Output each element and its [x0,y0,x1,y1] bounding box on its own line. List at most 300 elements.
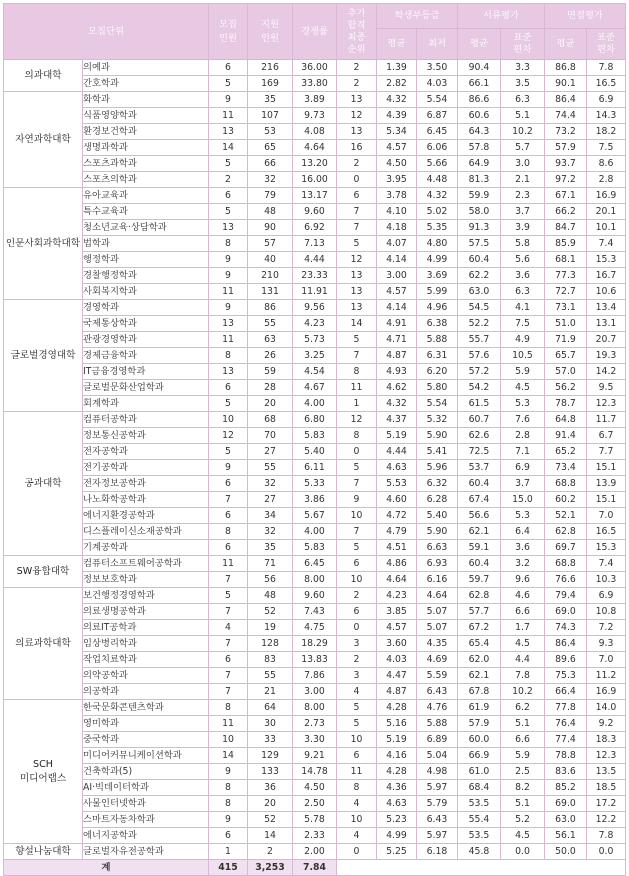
cell-gpa-min: 5.88 [417,716,458,732]
cell-quota: 13 [209,316,248,332]
cell-extra-rank: 7 [337,348,377,364]
cell-int-avg: 78.8 [545,748,587,764]
cell-extra-rank: 4 [337,828,377,844]
cell-int-avg: 63.0 [545,812,587,828]
cell-gpa-min: 6.43 [417,684,458,700]
cell-department: 정보보호학과 [83,572,209,588]
cell-gpa-min: 4.69 [417,652,458,668]
cell-doc-avg: 58.0 [458,204,501,220]
table-row [4,764,626,780]
cell-doc-avg: 61.9 [458,700,501,716]
cell-ratio: 2.00 [293,844,337,860]
cell-doc-sd: 5.9 [501,364,545,380]
cell-int-sd: 20.7 [587,332,626,348]
cell-gpa-avg: 4.57 [377,140,417,156]
cell-doc-avg: 60.4 [458,556,501,572]
cell-gpa-avg: 4.57 [377,620,417,636]
cell-doc-sd: 2.5 [501,764,545,780]
cell-doc-sd: 5.8 [501,236,545,252]
cell-department: 에너지공학과 [83,828,209,844]
cell-int-avg: 65.2 [545,444,587,460]
cell-gpa-min: 6.32 [417,476,458,492]
cell-extra-rank: 3 [337,636,377,652]
cell-extra-rank: 5 [337,460,377,476]
cell-quota: 4 [209,620,248,636]
cell-extra-rank: 12 [337,252,377,268]
cell-gpa-avg: 4.64 [377,572,417,588]
header-doc-sd: 표준 편차 [501,29,545,60]
cell-department: 디스플레이신소재공학과 [83,524,209,540]
cell-extra-rank: 6 [337,188,377,204]
cell-int-sd: 18.2 [587,124,626,140]
cell-ratio: 5.73 [293,332,337,348]
cell-applicants: 35 [248,92,293,108]
cell-ratio: 5.83 [293,540,337,556]
cell-applicants: 32 [248,524,293,540]
cell-doc-sd: 3.5 [501,76,545,92]
cell-doc-avg: 67.8 [458,684,501,700]
cell-gpa-min: 5.79 [417,796,458,812]
cell-int-sd: 9.5 [587,380,626,396]
cell-gpa-avg: 3.85 [377,604,417,620]
cell-extra-rank: 3 [337,668,377,684]
table-row [4,524,626,540]
cell-applicants: 21 [248,684,293,700]
cell-gpa-avg: 5.25 [377,844,417,860]
cell-doc-sd: 5.3 [501,396,545,412]
cell-ratio: 9.60 [293,204,337,220]
cell-gpa-min: 6.87 [417,108,458,124]
cell-int-avg: 67.1 [545,188,587,204]
cell-doc-avg: 57.5 [458,236,501,252]
table-row [4,60,626,76]
cell-ratio: 9.21 [293,748,337,764]
cell-extra-rank: 4 [337,684,377,700]
cell-department: IT금융경영학과 [83,364,209,380]
cell-gpa-avg: 4.87 [377,348,417,364]
cell-applicants: 86 [248,300,293,316]
cell-department: 스마트자동차학과 [83,812,209,828]
cell-quota: 6 [209,476,248,492]
cell-department: 전자정보공학과 [83,476,209,492]
table-row [4,652,626,668]
cell-department: 사물인터넷학과 [83,796,209,812]
cell-int-sd: 7.4 [587,556,626,572]
cell-ratio: 4.67 [293,380,337,396]
cell-doc-sd: 3.7 [501,204,545,220]
cell-gpa-min: 4.98 [417,764,458,780]
cell-department: 의예과 [83,60,209,76]
cell-extra-rank: 14 [337,316,377,332]
table-row [4,412,626,428]
cell-quota: 6 [209,508,248,524]
cell-doc-avg: 52.2 [458,316,501,332]
cell-ratio: 4.44 [293,252,337,268]
cell-department: 화학과 [83,92,209,108]
cell-department: 경찰행정학과 [83,268,209,284]
cell-ratio: 3.25 [293,348,337,364]
cell-doc-avg: 66.9 [458,748,501,764]
cell-doc-sd: 4.4 [501,652,545,668]
cell-gpa-min: 5.07 [417,620,458,636]
cell-gpa-avg: 4.37 [377,412,417,428]
cell-gpa-min: 4.96 [417,300,458,316]
cell-extra-rank: 7 [337,204,377,220]
cell-gpa-min: 6.93 [417,556,458,572]
cell-doc-avg: 55.7 [458,332,501,348]
cell-gpa-avg: 4.62 [377,380,417,396]
cell-ratio: 6.80 [293,412,337,428]
cell-gpa-min: 5.59 [417,668,458,684]
cell-doc-avg: 55.4 [458,812,501,828]
cell-doc-avg: 67.2 [458,620,501,636]
cell-gpa-avg: 4.57 [377,284,417,300]
cell-quota: 8 [209,700,248,716]
cell-doc-avg: 59.9 [458,188,501,204]
cell-int-avg: 77.3 [545,268,587,284]
cell-doc-avg: 65.4 [458,636,501,652]
cell-doc-avg: 62.1 [458,668,501,684]
cell-int-sd: 16.7 [587,268,626,284]
college-name: 인문사회과학대학 [4,188,83,300]
cell-gpa-avg: 4.99 [377,828,417,844]
table-row [4,444,626,460]
cell-ratio: 4.00 [293,524,337,540]
cell-gpa-avg: 4.86 [377,556,417,572]
cell-doc-avg: 54.5 [458,300,501,316]
cell-quota: 6 [209,60,248,76]
cell-doc-avg: 66.1 [458,76,501,92]
cell-int-avg: 69.7 [545,540,587,556]
cell-int-avg: 57.0 [545,364,587,380]
cell-gpa-avg: 4.63 [377,796,417,812]
cell-quota: 9 [209,812,248,828]
cell-int-avg: 73.2 [545,124,587,140]
cell-doc-sd: 2.1 [501,172,545,188]
cell-extra-rank: 6 [337,556,377,572]
cell-extra-rank: 13 [337,92,377,108]
cell-int-sd: 0.0 [587,844,626,860]
cell-applicants: 133 [248,764,293,780]
cell-int-sd: 11.7 [587,412,626,428]
cell-department: 경제금융학과 [83,348,209,364]
cell-gpa-avg: 4.14 [377,252,417,268]
cell-int-sd: 10.8 [587,604,626,620]
cell-quota: 10 [209,732,248,748]
cell-int-avg: 69.0 [545,604,587,620]
table-row [4,332,626,348]
cell-int-sd: 13.9 [587,476,626,492]
cell-int-avg: 51.0 [545,316,587,332]
cell-int-sd: 15.3 [587,252,626,268]
cell-ratio: 7.43 [293,604,337,620]
cell-gpa-avg: 4.07 [377,236,417,252]
cell-gpa-avg: 5.53 [377,476,417,492]
cell-quota: 11 [209,332,248,348]
cell-doc-sd: 6.4 [501,524,545,540]
cell-extra-rank: 8 [337,428,377,444]
cell-quota: 9 [209,268,248,284]
cell-doc-avg: 68.4 [458,780,501,796]
cell-ratio: 11.91 [293,284,337,300]
total-row [4,860,626,876]
cell-applicants: 19 [248,620,293,636]
cell-ratio: 6.11 [293,460,337,476]
cell-int-sd: 6.9 [587,92,626,108]
cell-extra-rank: 4 [337,796,377,812]
cell-int-sd: 14.2 [587,364,626,380]
cell-gpa-avg: 4.32 [377,92,417,108]
cell-department: 의약공학과 [83,668,209,684]
cell-int-sd: 20.1 [587,204,626,220]
cell-ratio: 8.00 [293,700,337,716]
cell-int-sd: 19.3 [587,348,626,364]
cell-int-sd: 14.0 [587,700,626,716]
cell-department: 보건행정경영학과 [83,588,209,604]
cell-doc-sd: 4.5 [501,828,545,844]
cell-int-avg: 90.1 [545,76,587,92]
cell-ratio: 9.56 [293,300,337,316]
cell-quota: 11 [209,556,248,572]
cell-ratio: 6.45 [293,556,337,572]
cell-department: 관광경영학과 [83,332,209,348]
cell-department: 행정학과 [83,252,209,268]
cell-quota: 14 [209,140,248,156]
cell-doc-avg: 57.6 [458,348,501,364]
table-row [4,268,626,284]
cell-extra-rank: 7 [337,476,377,492]
table-row [4,636,626,652]
cell-applicants: 210 [248,268,293,284]
cell-quota: 13 [209,124,248,140]
cell-doc-avg: 57.9 [458,716,501,732]
cell-ratio: 5.40 [293,444,337,460]
cell-department: AI·빅데이터학과 [83,780,209,796]
cell-doc-avg: 57.8 [458,140,501,156]
cell-doc-avg: 57.2 [458,364,501,380]
cell-doc-sd: 15.0 [501,492,545,508]
cell-ratio: 4.50 [293,780,337,796]
cell-gpa-avg: 4.50 [377,156,417,172]
cell-int-avg: 66.4 [545,684,587,700]
cell-ratio: 5.67 [293,508,337,524]
table-row [4,508,626,524]
cell-ratio: 4.64 [293,140,337,156]
cell-int-sd: 12.3 [587,748,626,764]
cell-int-sd: 9.2 [587,716,626,732]
cell-doc-sd: 6.6 [501,604,545,620]
cell-applicants: 48 [248,204,293,220]
cell-quota: 8 [209,236,248,252]
cell-int-sd: 10.6 [587,284,626,300]
cell-ratio: 5.33 [293,476,337,492]
cell-quota: 10 [209,412,248,428]
cell-int-sd: 10.3 [587,572,626,588]
cell-gpa-avg: 4.03 [377,652,417,668]
cell-extra-rank: 10 [337,572,377,588]
cell-extra-rank: 13 [337,268,377,284]
college-name: 향설나눔대학 [4,844,83,860]
cell-ratio: 3.86 [293,492,337,508]
cell-applicants: 26 [248,348,293,364]
cell-doc-avg: 57.7 [458,604,501,620]
cell-gpa-min: 5.02 [417,204,458,220]
cell-department: 회계학과 [83,396,209,412]
cell-department: 환경보건학과 [83,124,209,140]
cell-extra-rank: 6 [337,604,377,620]
cell-doc-sd: 7.8 [501,668,545,684]
cell-int-sd: 18.3 [587,732,626,748]
cell-doc-sd: 2.8 [501,428,545,444]
cell-department: 법학과 [83,236,209,252]
cell-doc-sd: 4.5 [501,636,545,652]
table-row [4,844,626,860]
table-row [4,220,626,236]
cell-ratio: 3.30 [293,732,337,748]
cell-doc-sd: 7.6 [501,412,545,428]
cell-int-sd: 6.9 [587,588,626,604]
cell-ratio: 5.78 [293,812,337,828]
cell-gpa-min: 4.03 [417,76,458,92]
cell-int-avg: 83.6 [545,764,587,780]
cell-department: 의료생명공학과 [83,604,209,620]
cell-department: 사회복지학과 [83,284,209,300]
cell-int-sd: 15.1 [587,492,626,508]
cell-extra-rank: 8 [337,364,377,380]
cell-quota: 5 [209,204,248,220]
cell-gpa-avg: 5.34 [377,124,417,140]
cell-quota: 7 [209,492,248,508]
cell-extra-rank: 16 [337,140,377,156]
cell-extra-rank: 0 [337,172,377,188]
cell-int-avg: 56.2 [545,380,587,396]
cell-gpa-min: 5.41 [417,444,458,460]
cell-doc-sd: 5.6 [501,252,545,268]
cell-applicants: 52 [248,604,293,620]
cell-gpa-avg: 4.36 [377,780,417,796]
header-extra-rank: 추가 합격 최종 순위 [337,4,377,60]
table-row [4,396,626,412]
cell-gpa-avg: 4.39 [377,108,417,124]
cell-extra-rank: 5 [337,700,377,716]
cell-gpa-min: 5.54 [417,92,458,108]
total-label: 계 [4,860,209,876]
cell-extra-rank: 1 [337,396,377,412]
cell-doc-avg: 56.6 [458,508,501,524]
cell-gpa-avg: 4.44 [377,444,417,460]
cell-int-avg: 75.3 [545,668,587,684]
cell-ratio: 3.00 [293,684,337,700]
cell-extra-rank: 5 [337,540,377,556]
college-name: SCH 미디어랩스 [4,700,83,844]
cell-int-sd: 14.3 [587,108,626,124]
cell-gpa-avg: 5.19 [377,732,417,748]
cell-doc-sd: 5.9 [501,748,545,764]
cell-applicants: 28 [248,380,293,396]
cell-int-avg: 85.9 [545,236,587,252]
cell-int-avg: 84.7 [545,220,587,236]
cell-doc-sd: 3.9 [501,220,545,236]
cell-doc-avg: 62.6 [458,428,501,444]
cell-gpa-min: 5.99 [417,284,458,300]
cell-doc-sd: 6.2 [501,700,545,716]
cell-int-avg: 56.1 [545,828,587,844]
cell-int-avg: 85.2 [545,780,587,796]
table-row [4,684,626,700]
cell-doc-sd: 2.3 [501,188,545,204]
cell-doc-avg: 90.4 [458,60,501,76]
cell-gpa-avg: 4.60 [377,492,417,508]
cell-doc-avg: 53.7 [458,460,501,476]
table-row [4,796,626,812]
cell-applicants: 169 [248,76,293,92]
cell-doc-sd: 7.5 [501,316,545,332]
cell-quota: 6 [209,828,248,844]
cell-doc-avg: 61.5 [458,396,501,412]
cell-quota: 6 [209,652,248,668]
cell-ratio: 23.33 [293,268,337,284]
cell-int-avg: 77.4 [545,732,587,748]
cell-gpa-avg: 3.78 [377,188,417,204]
cell-gpa-avg: 4.28 [377,764,417,780]
cell-department: 글로벌문화산업학과 [83,380,209,396]
cell-int-avg: 52.1 [545,508,587,524]
cell-quota: 8 [209,796,248,812]
cell-quota: 1 [209,844,248,860]
cell-applicants: 30 [248,716,293,732]
cell-quota: 9 [209,252,248,268]
table-row [4,780,626,796]
cell-gpa-min: 6.28 [417,492,458,508]
cell-department: 기계공학과 [83,540,209,556]
cell-applicants: 27 [248,492,293,508]
cell-applicants: 40 [248,252,293,268]
cell-applicants: 35 [248,540,293,556]
cell-int-avg: 86.4 [545,636,587,652]
table-row [4,204,626,220]
cell-int-sd: 15.1 [587,460,626,476]
cell-department: 미디어커뮤니케이션학과 [83,748,209,764]
cell-applicants: 34 [248,508,293,524]
cell-applicants: 71 [248,556,293,572]
cell-doc-avg: 61.0 [458,764,501,780]
cell-quota: 5 [209,76,248,92]
table-row [4,76,626,92]
cell-int-avg: 97.2 [545,172,587,188]
table-row [4,604,626,620]
cell-ratio: 14.78 [293,764,337,780]
cell-doc-sd: 5.1 [501,716,545,732]
cell-doc-avg: 60.0 [458,732,501,748]
cell-gpa-avg: 4.18 [377,220,417,236]
cell-gpa-min: 3.69 [417,268,458,284]
cell-gpa-min: 4.99 [417,252,458,268]
table-row [4,492,626,508]
cell-ratio: 13.83 [293,652,337,668]
cell-department: 의공학과 [83,684,209,700]
cell-int-sd: 7.2 [587,620,626,636]
cell-gpa-min: 5.88 [417,332,458,348]
cell-extra-rank: 2 [337,652,377,668]
cell-doc-avg: 60.6 [458,108,501,124]
cell-ratio: 13.17 [293,188,337,204]
cell-doc-avg: 91.3 [458,220,501,236]
cell-gpa-min: 4.35 [417,636,458,652]
cell-int-avg: 73.4 [545,460,587,476]
admissions-table [3,3,626,876]
cell-gpa-min: 6.45 [417,124,458,140]
cell-quota: 14 [209,748,248,764]
